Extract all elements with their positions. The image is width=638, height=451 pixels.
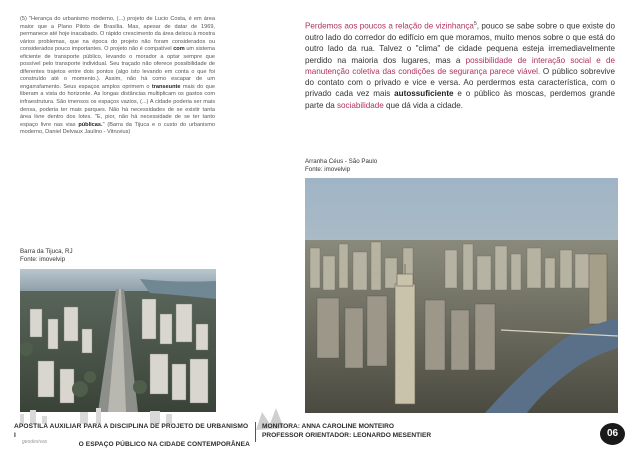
left-text-part-4: " (Barra da Tijuca e o custo do urbanismo moderno, Daniel Delvaux Jaulino - Vitruvius) [20, 121, 215, 136]
right-text-part-4: O público sobrevive do contato com o privado e vice e versa. Ao perdermos esta característica, com o privado cada vez mais [305, 66, 615, 99]
aerial-city-image [20, 269, 216, 412]
footer-watermark-text: geodesivas [22, 439, 48, 445]
left-text-bold-3: públicas. [78, 121, 103, 128]
caption-barra-da-tijuca [20, 248, 180, 264]
footer-course-title [14, 422, 250, 449]
left-text-part-3: mais do que liberam a vista do horizonte. As longas distâncias multiplicam os gastos com infraestrutura. São imensos os espaços vazios, (...) A cidade poderia ser mais densa, poderia ter mais parques. Não há necessidades de se existir tanta área livre dentro dos lotes. "E, pior, não há necessidade de se ter tanto espaço livre nas vias [20, 83, 215, 128]
footer-divider [255, 422, 256, 442]
right-body-text [305, 19, 615, 111]
page-number: 06 [600, 423, 625, 445]
right-text-accent-3: sociabilidade [336, 100, 384, 110]
left-quote-text [20, 16, 215, 137]
footer-credits [262, 422, 492, 440]
page-footer [0, 408, 638, 451]
caption-left-source: Fonte: imovelvip [20, 256, 66, 263]
caption-sao-paulo [305, 158, 465, 174]
footer-monitor: MONITORA: ANNA CAROLINE MONTEIRO [262, 423, 394, 430]
caption-left-title: Barra da Tijuca, RJ [20, 248, 73, 255]
left-text-bold-2: transeunte [151, 83, 181, 90]
left-text-part-1: (5) "Herança do urbanismo moderno, (...) projeto de Lucio Costa, é em área maior que a Plano Piloto de Brasília. Mas, apesar de datar de 1969, permanece até hoje inacabado. O rápido crescimento da área deixou à mostra vários problemas, que na época do projeto não foram considerados ou considerados pouco importantes. O projeto não é compatível [20, 16, 215, 53]
right-text-bold-1: autossuficiente [394, 89, 454, 99]
right-text-accent-1: Perdemos aos poucos a relação de vizinhança [305, 21, 474, 31]
left-text-part-2: um sistema eficiente de transporte público, levando o morador a optar sempre que possível pelo transporte individual. Seu traçado não oferece possibilidade de diferentes trajetos entre dois pontos (algo isto levando em conta o que foi construído até o momento.). Assim, não há como escapar de um engarrafamento. Seus espaços amplos oprimem o [20, 46, 215, 90]
right-text-part-2: , pouco se sabe sobre o que existe do outro lado do corredor do edifício em que moramos, muito menos sobre o que está do outro lado da rua. Talvez o "clima" de cidade pequena esteja irremediavelmente perdido na maioria dos lugares, mas a [305, 21, 615, 65]
footer-left-line-1: APOSTILA AUXILIAR PARA A DISCIPLINA DE PROJETO DE URBANISMO I [14, 423, 249, 439]
footer-professor: PROFESSOR ORIENTADOR: LEONARDO MESENTIER [262, 432, 432, 439]
right-text-part-7: que dá vida a cidade. [383, 100, 463, 110]
photo-barra-da-tijuca [20, 269, 216, 412]
caption-right-source: Fonte: imovelvip [305, 166, 351, 173]
skyline-image [305, 178, 618, 413]
left-text-bold-1: com [173, 46, 185, 53]
caption-right-title: Arranha Céus - São Paulo [305, 158, 378, 165]
photo-sao-paulo [305, 178, 618, 413]
right-text-part-5: e o público às moscas, perdemos grande parte da [305, 89, 615, 110]
right-text-accent-2: possibilidade de interação social e de manutenção coletiva das condições de segurança parece viável. [305, 55, 615, 76]
footer-left-line-2: O ESPAÇO PÚBLICO NA CIDADE CONTEMPORÂNEA [78, 441, 250, 448]
footnote-marker: 5 [473, 21, 477, 27]
